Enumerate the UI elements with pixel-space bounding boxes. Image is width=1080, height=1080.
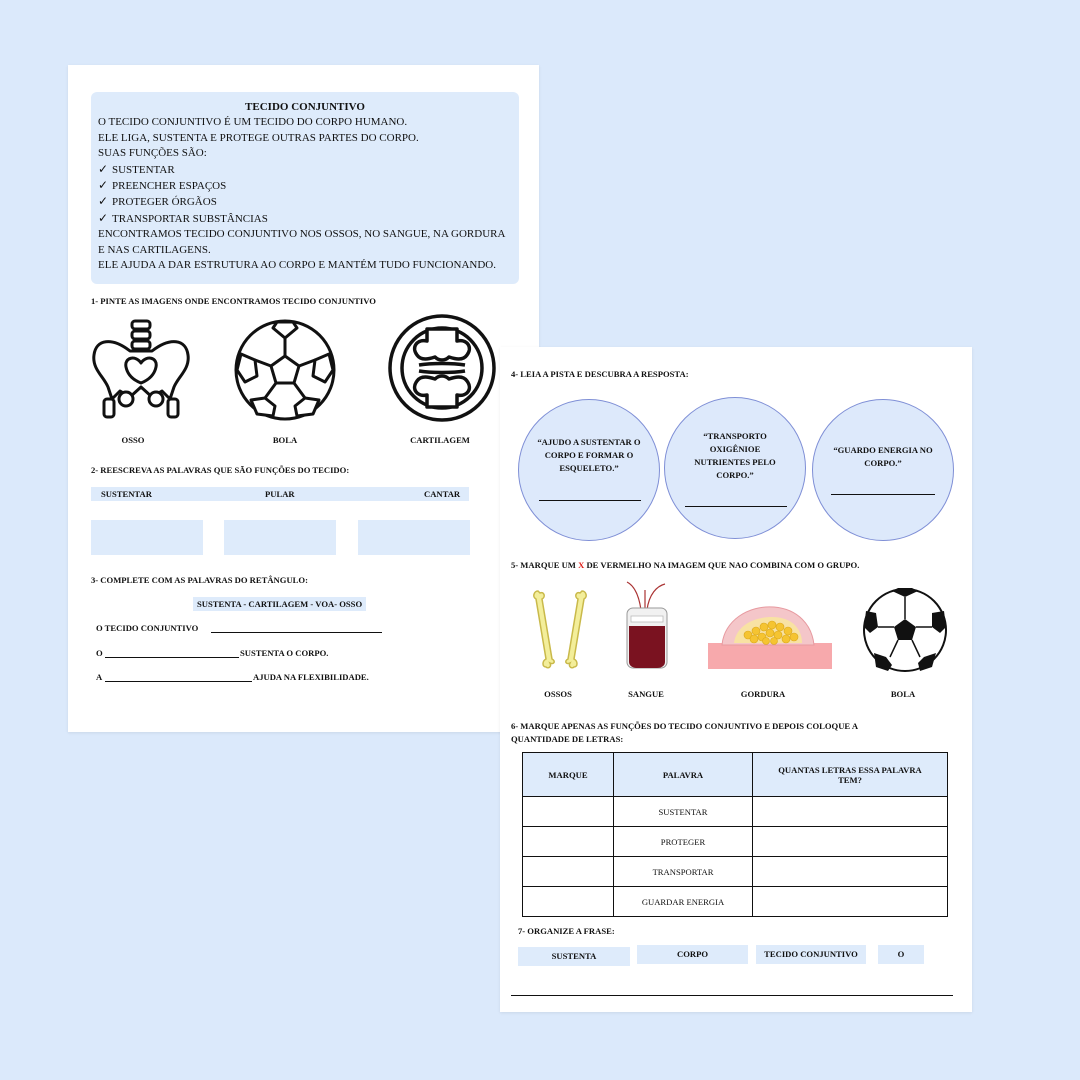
table-header-letras: QUANTAS LETRAS ESSA PALAVRA TEM?	[753, 753, 948, 797]
sentence-2-start: O	[96, 648, 103, 658]
worksheet-page-1	[68, 65, 539, 732]
table-row	[523, 827, 948, 857]
words-bar	[91, 487, 469, 501]
answer-line[interactable]	[685, 498, 787, 507]
word-cell: TRANSPORTAR	[614, 857, 753, 887]
intro-title: TECIDO CONJUNTIVO	[245, 101, 365, 113]
caption-sangue: SANGUE	[628, 689, 664, 699]
word-cell: PROTEGER	[614, 827, 753, 857]
word-box: SUSTENTA - CARTILAGEM - VOA- OSSO	[193, 597, 366, 611]
sentence-3-end: AJUDA NA FLEXIBILIDADE.	[253, 672, 369, 682]
intro-line: ENCONTRAMOS TECIDO CONJUNTIVO NOS OSSOS, NO SANGUE, NA GORDURA	[98, 228, 506, 241]
clue-text: “GUARDO ENERGIA NO CORPO.”	[833, 445, 933, 468]
mark-cell[interactable]	[523, 887, 614, 917]
caption-bola: BOLA	[272, 435, 298, 445]
answer-line[interactable]	[831, 486, 935, 495]
mark-cell[interactable]	[523, 797, 614, 827]
check-icon: ✓	[98, 161, 109, 176]
caption-cartilagem: CARTILAGEM	[410, 435, 470, 445]
check-item: ✓ TRANSPORTAR SUBSTÂNCIAS	[98, 210, 268, 225]
word-tile[interactable]: SUSTENTA	[518, 947, 630, 966]
count-cell[interactable]	[753, 857, 948, 887]
count-cell[interactable]	[753, 827, 948, 857]
word-option: CANTAR	[424, 489, 461, 499]
question-4-title: 4- LEIA A PISTA E DESCUBRA A RESPOSTA:	[511, 369, 689, 379]
count-cell[interactable]	[753, 797, 948, 827]
answer-box[interactable]	[224, 520, 336, 555]
intro-line: ELE AJUDA A DAR ESTRUTURA AO CORPO E MANTÉM TUDO FUNCIONANDO.	[98, 259, 496, 272]
caption-bola: BOLA	[890, 689, 916, 699]
clue-circle	[518, 399, 660, 541]
soccer-ball-icon[interactable]	[233, 318, 337, 422]
bones-icon[interactable]	[528, 587, 593, 671]
question-3-title: 3- COMPLETE COM AS PALAVRAS DO RETÂNGULO:	[91, 575, 308, 585]
clue-circle	[812, 399, 954, 541]
word-tile[interactable]: TECIDO CONJUNTIVO	[756, 945, 866, 964]
answer-box[interactable]	[358, 520, 470, 555]
cartilage-joint-icon[interactable]	[387, 313, 497, 423]
word-tile[interactable]: CORPO	[637, 945, 748, 964]
red-x-mark: X	[578, 560, 585, 570]
table-header-palavra: PALAVRA	[614, 753, 753, 797]
blank-line[interactable]	[105, 671, 252, 682]
blank-line[interactable]	[105, 647, 239, 658]
intro-line: O TECIDO CONJUNTIVO É UM TECIDO DO CORPO HUMANO.	[98, 116, 408, 129]
mark-cell[interactable]	[523, 827, 614, 857]
answer-line[interactable]	[539, 492, 641, 501]
word-option: PULAR	[265, 489, 295, 499]
question-1-title: 1- PINTE AS IMAGENS ONDE ENCONTRAMOS TECIDO CONJUNTIVO	[91, 296, 376, 306]
check-icon: ✓	[98, 210, 109, 225]
word-cell: GUARDAR ENERGIA	[614, 887, 753, 917]
answer-box[interactable]	[91, 520, 203, 555]
intro-line: SUAS FUNÇÕES SÃO:	[98, 147, 207, 160]
check-icon: ✓	[98, 194, 109, 209]
fat-tissue-icon[interactable]	[708, 601, 832, 671]
caption-osso: OSSO	[121, 435, 145, 445]
clue-text: “TRANSPORTO OXIGÊNIOE NUTRIENTES PELO CORPO.”	[694, 431, 776, 480]
blank-line[interactable]	[211, 622, 382, 633]
worksheet-page-2	[500, 347, 972, 1012]
sentence-3-start: A	[96, 672, 103, 682]
table-row	[523, 887, 948, 917]
clue-text: “AJUDO A SUSTENTAR O CORPO E FORMAR O ESQUELETO.”	[537, 437, 641, 473]
question-7-title: 7- ORGANIZE A FRASE:	[518, 926, 615, 936]
answer-line[interactable]	[511, 987, 953, 996]
table-header-row	[523, 753, 948, 797]
caption-ossos: OSSOS	[544, 689, 572, 699]
intro-line: E NAS CARTILAGENS.	[98, 243, 211, 256]
pelvis-bone-icon[interactable]	[90, 317, 192, 423]
count-cell[interactable]	[753, 887, 948, 917]
check-item: ✓ PROTEGER ÓRGÃOS	[98, 194, 217, 209]
table-row	[523, 797, 948, 827]
caption-gordura: GORDURA	[740, 689, 786, 699]
sentence-2-end: SUSTENTA O CORPO.	[240, 648, 329, 658]
mark-cell[interactable]	[523, 857, 614, 887]
check-item: ✓ SUSTENTAR	[98, 161, 175, 176]
intro-line: ELE LIGA, SUSTENTA E PROTEGE OUTRAS PARTES DO CORPO.	[98, 131, 419, 144]
check-item: ✓ PREENCHER ESPAÇOS	[98, 178, 227, 193]
word-option: SUSTENTAR	[101, 489, 152, 499]
check-icon: ✓	[98, 178, 109, 193]
question-6-title: 6- MARQUE APENAS AS FUNÇÕES DO TECIDO CONJUNTIVO E DEPOIS COLOQUE A QUANTIDADE DE LETRAS:	[511, 721, 859, 744]
blood-bag-icon[interactable]	[621, 580, 673, 674]
clue-circle	[664, 397, 806, 539]
question-5-title: 5- MARQUE UM X DE VERMELHO NA IMAGEM QUE NAO COMBINA COM O GRUPO.	[511, 560, 860, 570]
table-header-marque: MARQUE	[523, 753, 614, 797]
intro-box	[91, 92, 519, 284]
soccer-ball-icon[interactable]	[862, 587, 948, 673]
table-row	[523, 857, 948, 887]
word-tile[interactable]: O	[878, 945, 924, 964]
question-2-title: 2- REESCREVA AS PALAVRAS QUE SÃO FUNÇÕES DO TECIDO:	[91, 465, 350, 475]
word-cell: SUSTENTAR	[614, 797, 753, 827]
sentence-1: O TECIDO CONJUNTIVO	[96, 623, 199, 633]
functions-table	[522, 752, 948, 917]
